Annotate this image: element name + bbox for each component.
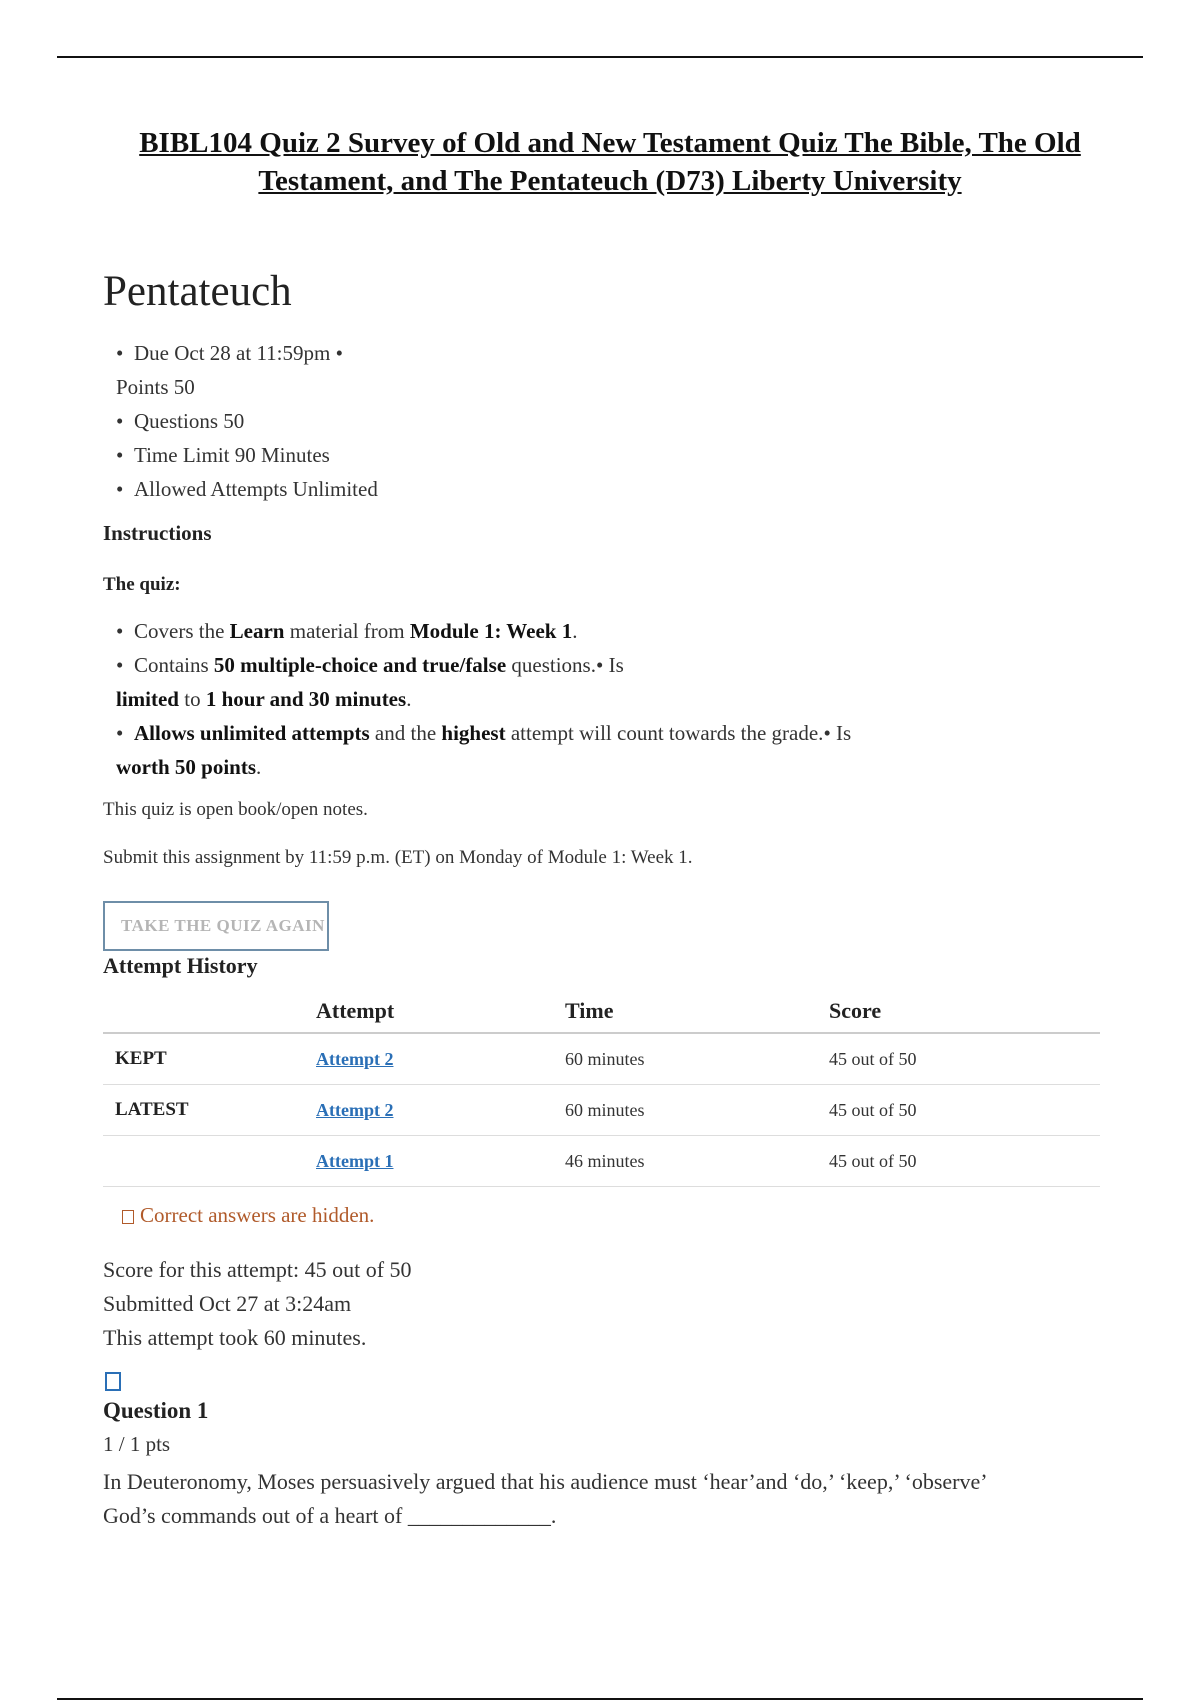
take-quiz-again-button[interactable]: TAKE THE QUIZ AGAIN: [103, 901, 329, 951]
attempt-link[interactable]: Attempt 2: [316, 1099, 394, 1120]
col-header-label: [103, 990, 316, 1033]
meta-points: Points 50: [116, 375, 195, 399]
rule-covers: • Covers the Learn material from Module 1: Week 1.: [116, 619, 578, 643]
attempt-submitted-text: Submitted Oct 27 at 3:24am: [103, 1291, 352, 1316]
open-book-note: This quiz is open book/open notes.: [103, 799, 368, 820]
row-label: KEPT: [103, 1033, 316, 1085]
rule-worth: worth 50 points.: [116, 755, 262, 779]
table-header-row: [103, 990, 1100, 1033]
attempt-link[interactable]: Attempt 2: [316, 1048, 394, 1069]
meta-questions: Questions 50: [134, 409, 245, 433]
flag-question-icon[interactable]: [105, 1372, 121, 1391]
attempt-score: 45 out of 50: [829, 1136, 1100, 1187]
row-label: LATEST: [103, 1085, 316, 1136]
question-title: Question 1: [103, 1398, 209, 1423]
meta-attempts-line: • Allowed Attempts Unlimited: [116, 477, 378, 501]
question-text: In Deuteronomy, Moses persuasively argued that his audience must ‘hear’and ‘do,’ ‘keep,’ ‘observe’ God’s commands out of a heart of _____________.: [103, 1469, 986, 1528]
col-header-score: Score: [829, 990, 1100, 1033]
attempt-history-table: [103, 990, 1100, 1187]
col-header-attempt: Attempt: [316, 990, 565, 1033]
quiz-meta: [103, 336, 1103, 506]
hidden-answers-note: [122, 1203, 374, 1228]
attempt-time: 60 minutes: [565, 1085, 829, 1136]
quiz-details: [103, 262, 1103, 872]
info-icon: [122, 1210, 134, 1224]
the-quiz-label: The quiz:: [103, 574, 181, 595]
rule-unlimited: • Allows unlimited attempts and the highest attempt will count towards the grade.• Is: [116, 721, 852, 745]
meta-time-line: • Time Limit 90 Minutes: [116, 443, 330, 467]
meta-time-limit: Time Limit 90 Minutes: [134, 443, 330, 467]
attempt-history-heading: Attempt History: [103, 953, 258, 978]
table-row: [103, 1085, 1100, 1136]
meta-due: Due Oct 28 at 11:59pm: [134, 341, 331, 365]
attempt-score: 45 out of 50: [829, 1033, 1100, 1085]
attempt-time: 60 minutes: [565, 1033, 829, 1085]
attempt-link[interactable]: Attempt 1: [316, 1150, 394, 1171]
meta-questions-line: • Questions 50: [116, 409, 245, 433]
quiz-heading: Pentateuch: [103, 268, 292, 315]
document-title: BIBL104 Quiz 2 Survey of Old and New Testament Quiz The Bible, The Old Testament, and The Pentateuch (D73) Liberty University: [139, 127, 1081, 197]
instructions-heading: Instructions: [103, 521, 212, 545]
quiz-rules-list: [103, 614, 1103, 784]
hidden-answers-text: Correct answers are hidden.: [140, 1203, 375, 1227]
submit-note: Submit this assignment by 11:59 p.m. (ET) on Monday of Module 1: Week 1.: [103, 847, 693, 868]
meta-attempts: Allowed Attempts Unlimited: [134, 477, 378, 501]
rule-contains: • Contains 50 multiple-choice and true/false questions.• Is: [116, 653, 624, 677]
question-points: 1 / 1 pts: [103, 1432, 171, 1456]
attempt-duration-text: This attempt took 60 minutes.: [103, 1325, 367, 1350]
attempt-score: 45 out of 50: [829, 1085, 1100, 1136]
top-rule: [57, 56, 1143, 58]
meta-due-line: • Due Oct 28 at 11:59pm •: [116, 341, 343, 365]
row-label: [103, 1136, 316, 1187]
attempt-time: 46 minutes: [565, 1136, 829, 1187]
attempt-result: [103, 1253, 412, 1355]
table-row: [103, 1033, 1100, 1085]
rule-limited: limited to 1 hour and 30 minutes.: [116, 687, 412, 711]
table-row: [103, 1136, 1100, 1187]
attempt-score-text: Score for this attempt: 45 out of 50: [103, 1257, 412, 1282]
col-header-time: Time: [565, 990, 829, 1033]
